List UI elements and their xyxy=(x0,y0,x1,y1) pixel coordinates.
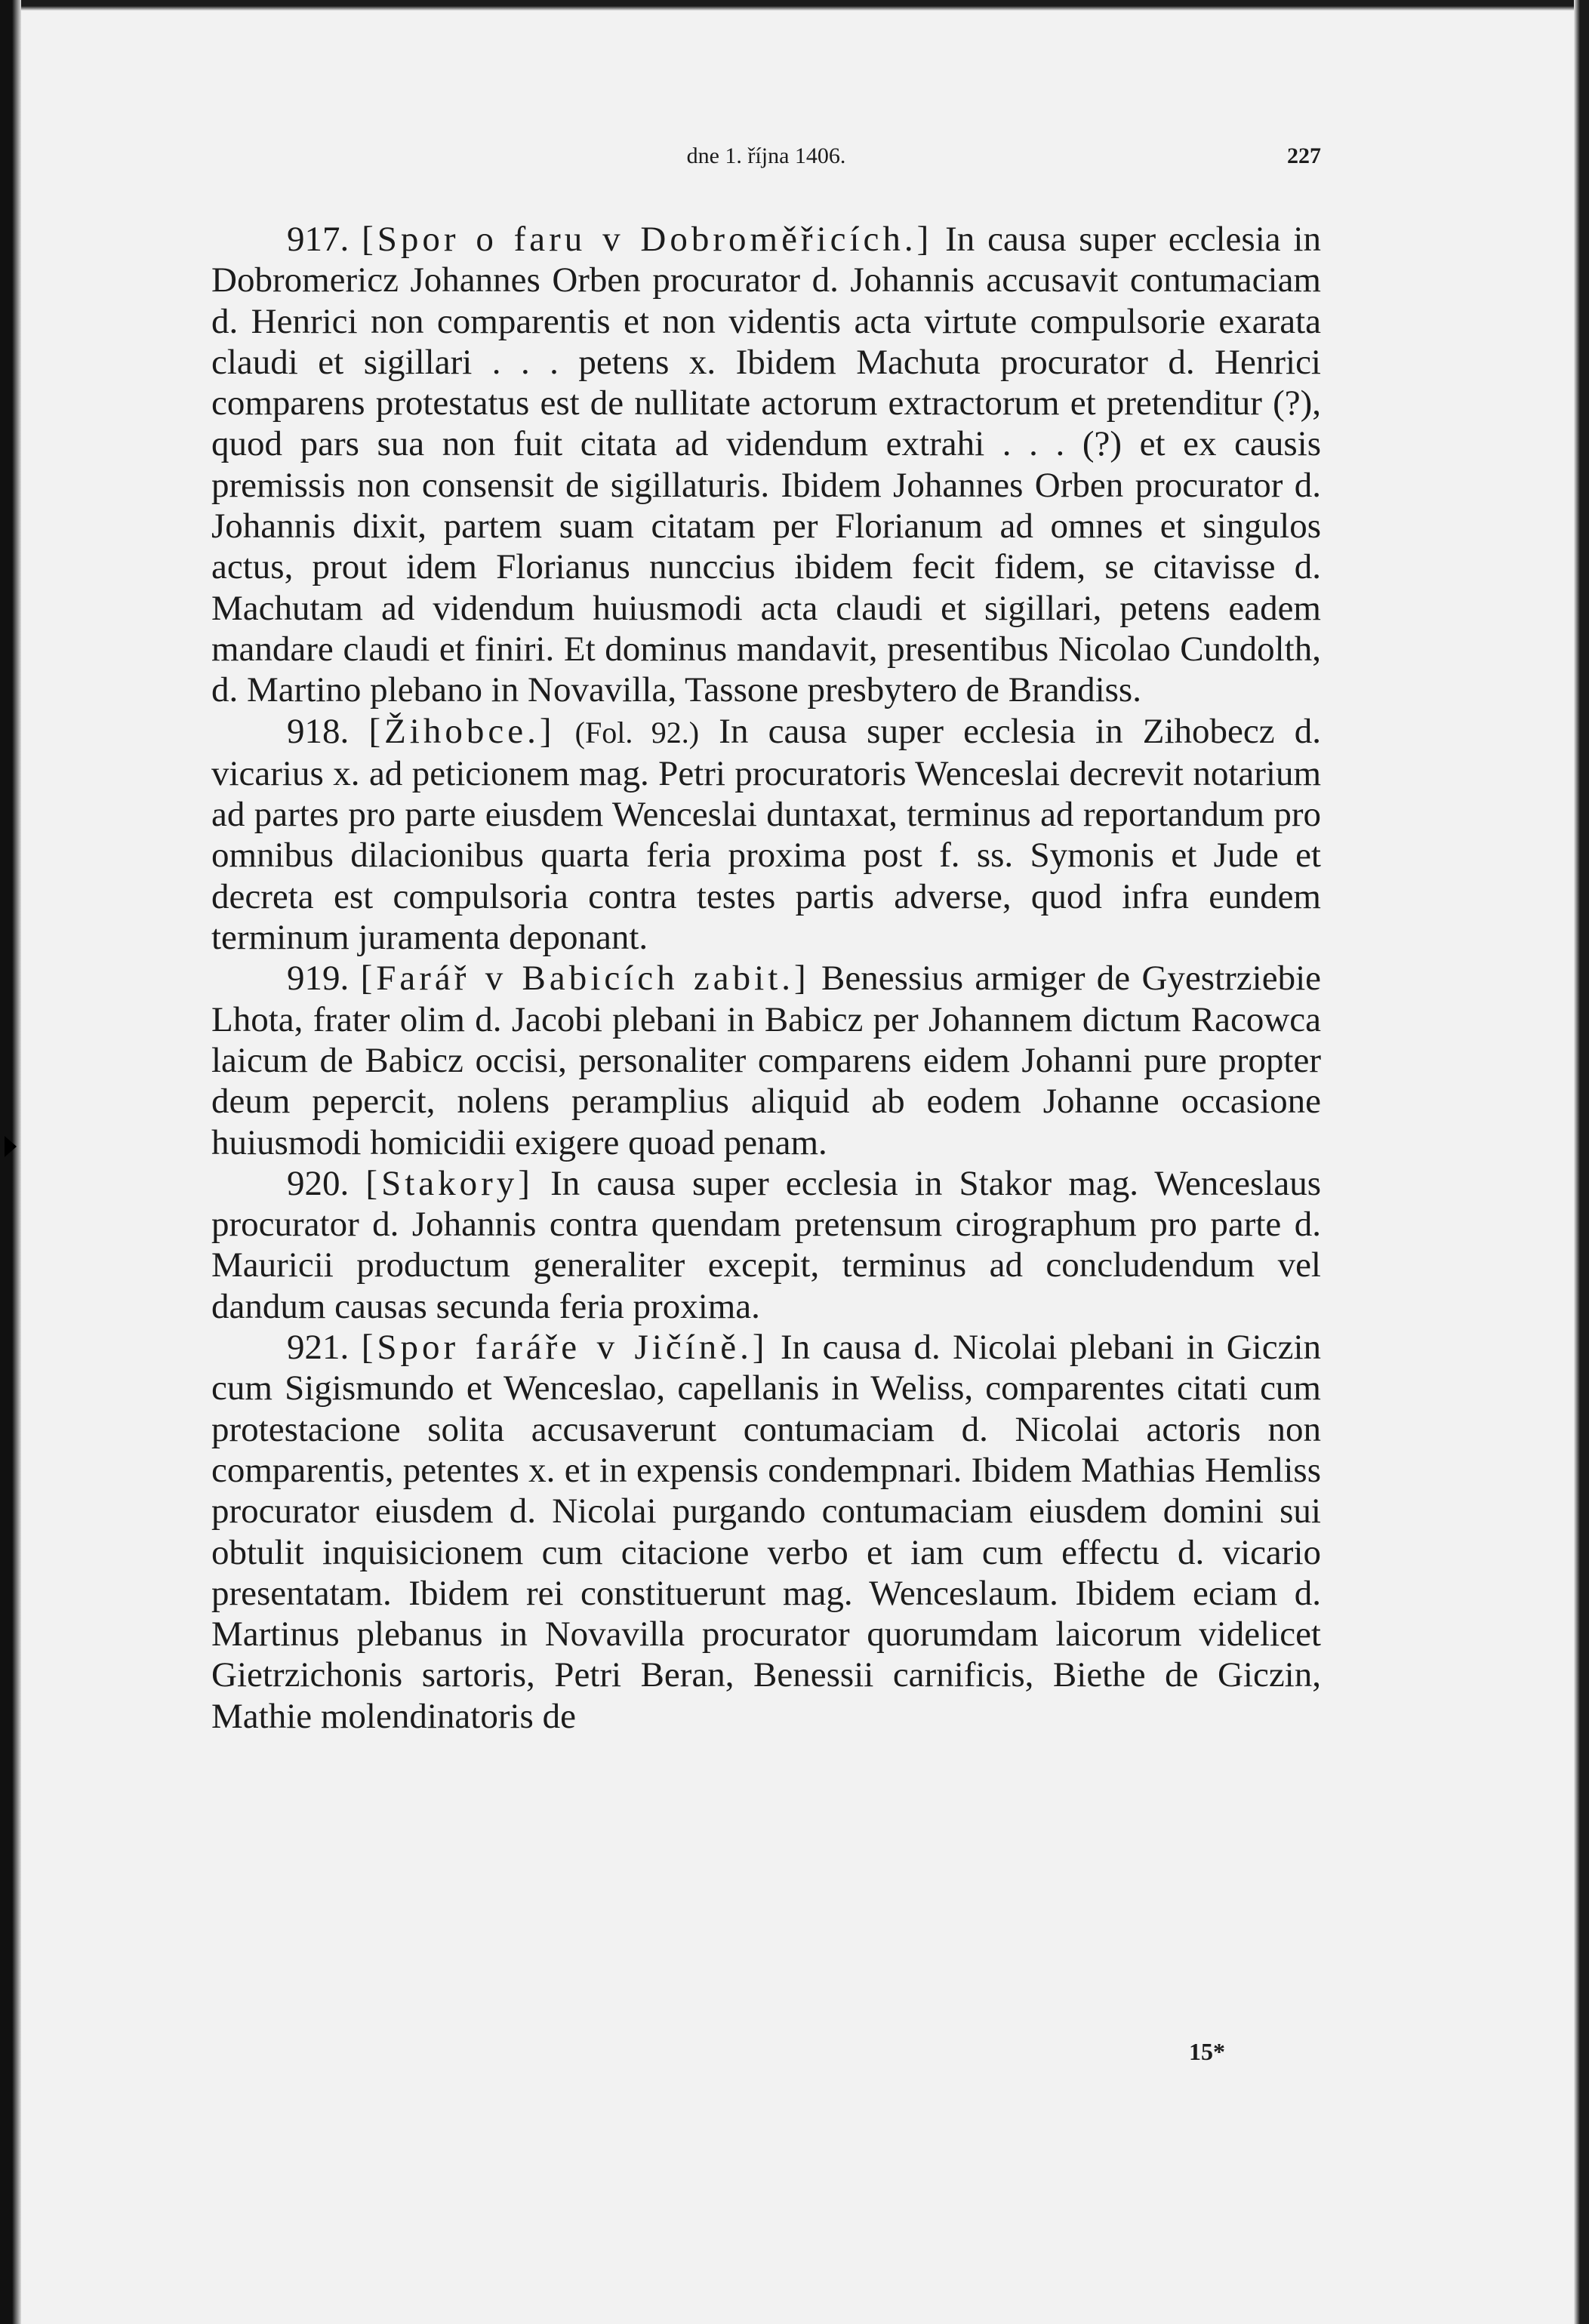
entry-text: In causa super ecclesia in Dobromericz Johannes Orben procurator d. Johannis accusavit contumaciam d. Henrici non comparentis et non videntis acta virtute compulsorie exarata claudi et sigillari . . . petens x. Ibidem Machuta procurator d. Henrici comparens protestatus est de nullitate actorum extractorum et pretenditur (?), quod pars sua non fuit citata ad videndum extrahi . . . (?) et ex causis premissis non consensit de sigillaturis. Ibidem Johannes Orben procurator d. Johannis dixit, partem suam citatam per Florianum ad omnes et singulos actus, prout idem Florianus nunccius ibidem fecit fidem, se citavisse d. Machutam ad videndum huiusmodi acta claudi et sigillari, petens eadem mandare claudi et finiri. Et dominus mandavit, presentibus Nicolao Cundolth, d. Martino plebano in Novavilla, Tassone presbytero de Brandiss. xyxy=(211,220,1321,710)
scan-left-edge xyxy=(0,0,21,2324)
entry-heading: [Stakory] xyxy=(365,1163,534,1203)
entry-text: Benessius armiger de Gyestrziebie Lhota, frater olim d. Jacobi plebani in Babicz per Johannem dictum Racowca laicum de Babicz occisi, personaliter comparens eidem Johanni pure propter deum pepercit, nolens peramplius aliquid ab eodem Johanne occasione huiusmodi homicidii exigere quoad penam. xyxy=(211,959,1321,1162)
entry-heading: [Spor o faru v Dobroměřicích.] xyxy=(362,220,933,259)
entry-921 xyxy=(211,1327,1321,1737)
entry-number: 920. xyxy=(287,1163,350,1203)
page-number: 227 xyxy=(1287,143,1321,168)
entry-text: In causa d. Nicolai plebani in Giczin cum Sigismundo et Wenceslao, capellanis in Weliss, comparentes citati cum protestacione solita accusaverunt contumaciam d. Nicolai actoris non comparentis, petentes x. et in expensis condempnari. Ibidem Mathias Hemliss procurator eiusdem d. Nicolai purgando contumaciam eiusdem domini sui obtulit inquisicionem cum citacione verbo et iam cum effectu d. vicario presentatam. Ibidem rei constituerunt mag. Wenceslaum. Ibidem eciam d. Martinus plebanus in Novavilla procurator quorumdam laicorum videlicet Gietrzichonis sartoris, Petri Beran, Benessii carnificis, Biethe de Giczin, Mathie molendinatoris de xyxy=(211,1328,1321,1736)
document-body xyxy=(211,219,1321,1737)
entry-heading: [Farář v Babicích zabit.] xyxy=(360,959,810,999)
folio-reference: (Fol. 92.) xyxy=(574,715,700,750)
entry-number: 919. xyxy=(287,959,350,999)
margin-pointer-icon xyxy=(5,1136,17,1157)
entry-919 xyxy=(211,958,1321,1162)
entry-text: In causa super ecclesia in Zihobecz d. vicarius x. ad peticionem mag. Petri procuratoris Wenceslai decrevit notarium ad partes pro parte eiusdem Wenceslai duntaxat, terminus ad reportandum pro omnibus dilacionibus quarta feria proxima post f. ss. Symonis et Jude et decreta est compulsoria contra testes partis adverse, quod infra eundem terminum juramenta deponant. xyxy=(211,711,1322,958)
entry-text: In causa super ecclesia in Stakor mag. Wenceslaus procurator d. Johannis contra quendam pretensum cirographum pro parte d. Mauricii productum generaliter excepit, terminus ad concludendum vel dandum causas secunda feria proxima. xyxy=(211,1163,1322,1326)
page-header xyxy=(211,143,1321,177)
running-head: dne 1. října 1406. xyxy=(686,143,846,168)
entry-heading: [Spor faráře v Jičíně.] xyxy=(361,1328,768,1368)
signature-mark: 15* xyxy=(1189,2038,1225,2065)
entry-number: 918. xyxy=(287,711,350,751)
entry-number: 917. xyxy=(287,220,350,259)
entry-918 xyxy=(211,711,1321,959)
scan-top-edge xyxy=(0,0,1589,11)
entry-heading: [Žihobce.] xyxy=(368,711,556,751)
entry-917 xyxy=(211,219,1321,711)
scan-right-edge xyxy=(1574,0,1589,2324)
entry-number: 921. xyxy=(287,1328,350,1368)
entry-920 xyxy=(211,1163,1321,1327)
